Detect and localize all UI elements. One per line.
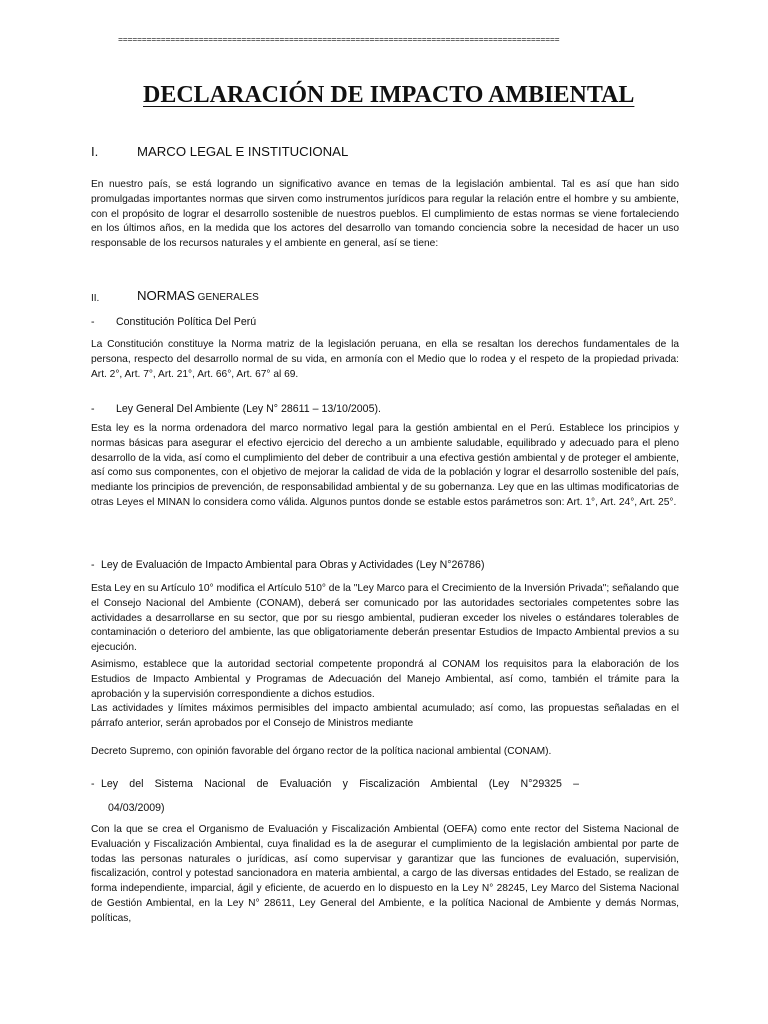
section-2-heading-rest: GENERALES [194,292,259,303]
separator-line: ============================================================================================= [118,35,560,45]
section-1-number: I. [91,144,99,159]
section-1-heading: MARCO LEGAL E INSTITUCIONAL [137,144,349,159]
item-2-text: Esta ley es la norma ordenadora del marco normativo legal para la gestión ambiental en el Perú. Establece los principios y normas básicas para asegurar el efectivo ejercicio del derecho a un ambiente saludable, equilibrado y adecuado para el pleno desarrollo de la vida, así como el cumplimiento del deber de contribuir a una efectiva gestión ambiental y de proteger el ambiente, así como sus componentes, con el objetivo de mejorar la calidad de vida de la población y lograr el desarrollo sostenible del país, mediante los principios de prevención, de responsabilidad ambiental y de su gobernanza. Ley que en las ultimas modificatorias de otras Leyes el MINAN lo considera como válida. Algunos puntos donde se estable estos parámetros son: Art. 1°, Art. 24°, Art. 25°. [91,423,679,508]
item-4-title-line-2: 04/03/2009) [108,802,165,814]
section-2-heading-main: NORMAS [137,288,195,303]
item-4-title-line-1: Ley del Sistema Nacional de Evaluación y Fiscalización Ambiental (Ley N°29325 – [101,778,579,790]
item-3-paragraph-1: Esta Ley en su Artículo 10° modifica el Artículo 510° de la "Ley Marco para el Crecimiento de la Inversión Privada"; señalando que el Consejo Nacional del Ambiente (CONAM), deberá ser comunicado por las autoridades sectoriales competentes sobre las actividades a desarrollarse en su sector, que por su riesgo ambiental, pudieran exceder los niveles o estándares tolerables de contaminación o deterioro del ambiente, las que obligatoriamente deberán presentar Estudios de Impacto Ambiental previos a su ejecución. [91,583,679,654]
item-2-dash: - [91,403,95,415]
item-3-dash: - [91,559,95,571]
section-2-number: II. [91,293,100,304]
item-3-title: Ley de Evaluación de Impacto Ambiental para Obras y Actividades (Ley N°26786) [101,559,485,571]
item-3-paragraph-2: Asimismo, establece que la autoridad sectorial competente propondrá al CONAM los requisitos para la elaboración de los Estudios de Impacto Ambiental y Programas de Adecuación del Manejo Ambiental, así como, también el trámite para la aprobación y la supervisión correspondiente a dichos estudios. [91,659,679,700]
item-1-dash: - [91,316,95,328]
section-2-heading [137,288,259,306]
item-3-paragraph-4: Decreto Supremo, con opinión favorable del órgano rector de la política nacional ambiental (CONAM). [91,746,552,757]
item-3-paragraph-3: Las actividades y límites máximos permisibles del impacto ambiental acumulado; así como, las propuestas señaladas en el párrafo anterior, serán aprobados por el Consejo de Ministros mediante [91,703,679,729]
item-1-text: La Constitución constituye la Norma matriz de la legislación peruana, en ella se resaltan los derechos fundamentales de la persona, respecto del desarrollo normal de su vida, en armonía con el Medio que lo rodea y el respeto de la propiedad privada: Art. 2°, Art. 7°, Art. 21°, Art. 66°, Art. 67° al 69. [91,339,679,380]
item-2-title: Ley General Del Ambiente (Ley N° 28611 – 13/10/2005). [116,403,381,415]
document-title: DECLARACIÓN DE IMPACTO AMBIENTAL [143,82,635,108]
section-1-paragraph: En nuestro país, se está logrando un significativo avance en temas de la legislación ambiental. Tal es así que han sido promulgadas importantes normas que sirven como instrumentos jurídicos para regular la relación entre el hombre y su ambiente, con el propósito de lograr el desarrollo sostenible de nuestros pueblos. El cumplimiento de estas normas se viene fortaleciendo en los últimos años, en la medida que los actores del desarrollo van tomando conciencia sobre la necesidad de hacer un uso responsable de los recursos naturales y el ambiente en general, así se tiene: [91,179,679,250]
item-1-title: Constitución Política Del Perú [116,316,257,328]
item-4-text: Con la que se crea el Organismo de Evaluación y Fiscalización Ambiental (OEFA) como ente rector del Sistema Nacional de Evaluación y Fiscalización Ambiental, cuya finalidad es la de asegurar el cumplimiento de la legislación ambiental por parte de todas las personas naturales o jurídicas, así como supervisar y garantizar que las funciones de evaluación, supervisión, fiscalización, control y potestad sancionadora en materia ambiental, a cargo de las diversas entidades del Estado, se realizan de forma independiente, imparcial, ágil y eficiente, de acuerdo en lo dispuesto en la Ley N° 28245, Ley Marco del Sistema Nacional de Gestión Ambiental, en la Ley N° 28611, Ley General del Ambiente, e la política Nacional de Ambiente y demás Normas, políticas, [91,824,679,924]
item-4-dash: - [91,778,95,790]
